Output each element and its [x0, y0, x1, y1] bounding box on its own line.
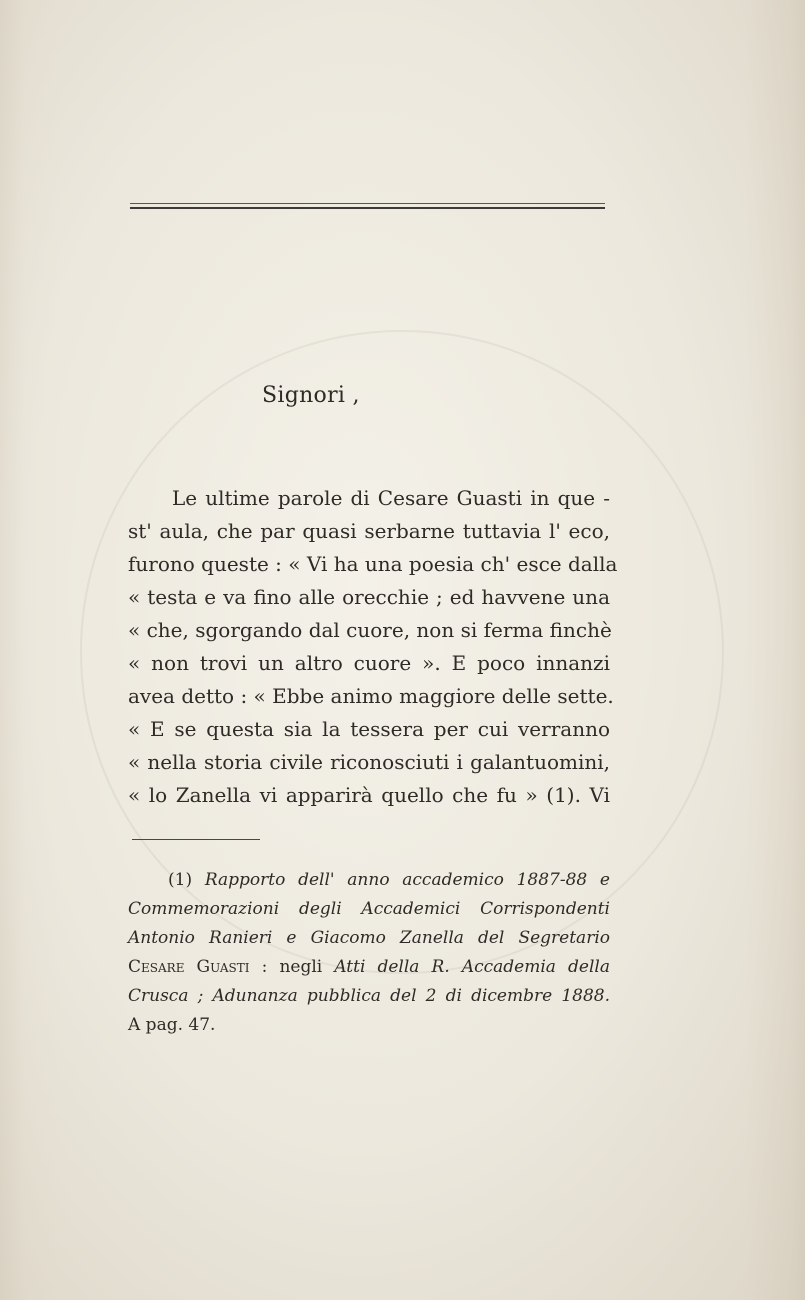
footnote-marker: (1): [168, 870, 193, 890]
body-line: Le ultime parole di Cesare Guasti in que -: [172, 486, 610, 510]
body-line: « non trovi un altro cuore ». E poco innanzi: [128, 651, 610, 675]
body-line: st' aula, che par quasi serbarne tuttavia l' eco,: [128, 519, 610, 543]
footnote-source-title: Atti della R. Accademia della: [334, 957, 610, 977]
footnote-text: Rapporto dell' anno accademico 1887-88 e: [204, 870, 610, 890]
header-rule: [130, 203, 605, 209]
footnote-line: Crusca ; Adunanza pubblica del 2 di dicembre 1888.: [128, 986, 610, 1006]
body-line: « che, sgorgando dal cuore, non si ferma finchè: [128, 618, 612, 642]
body-line: « lo Zanella vi apparirà quello che fu » (1). Vi: [128, 783, 610, 807]
footnote-rule: [132, 839, 260, 840]
footnote-line: Commemorazioni degli Accademici Corrispondenti: [128, 899, 610, 919]
body-line: furono queste : « Vi ha una poesia ch' esce dalla: [128, 552, 618, 576]
body-line: « nella storia civile riconosciuti i galantuomini,: [128, 750, 610, 774]
body-line: « testa e va fino alle orecchie ; ed havvene una: [128, 585, 610, 609]
salutation: Signori ,: [262, 383, 360, 408]
footnote-separator: : negli: [249, 957, 335, 977]
footnote: [128, 866, 610, 1040]
footnote-page-ref: A pag. 47.: [128, 1015, 216, 1035]
body-line: « E se questa sia la tessera per cui verranno: [128, 717, 610, 741]
footnote-line: [128, 953, 610, 982]
body-line: avea detto : « Ebbe animo maggiore delle sette.: [128, 684, 614, 708]
footnote-line: Antonio Ranieri e Giacomo Zanella del Segretario: [128, 928, 610, 948]
body-text: [128, 482, 618, 812]
author-name: Cesare Guasti: [128, 957, 250, 977]
footnote-line: [128, 866, 610, 895]
